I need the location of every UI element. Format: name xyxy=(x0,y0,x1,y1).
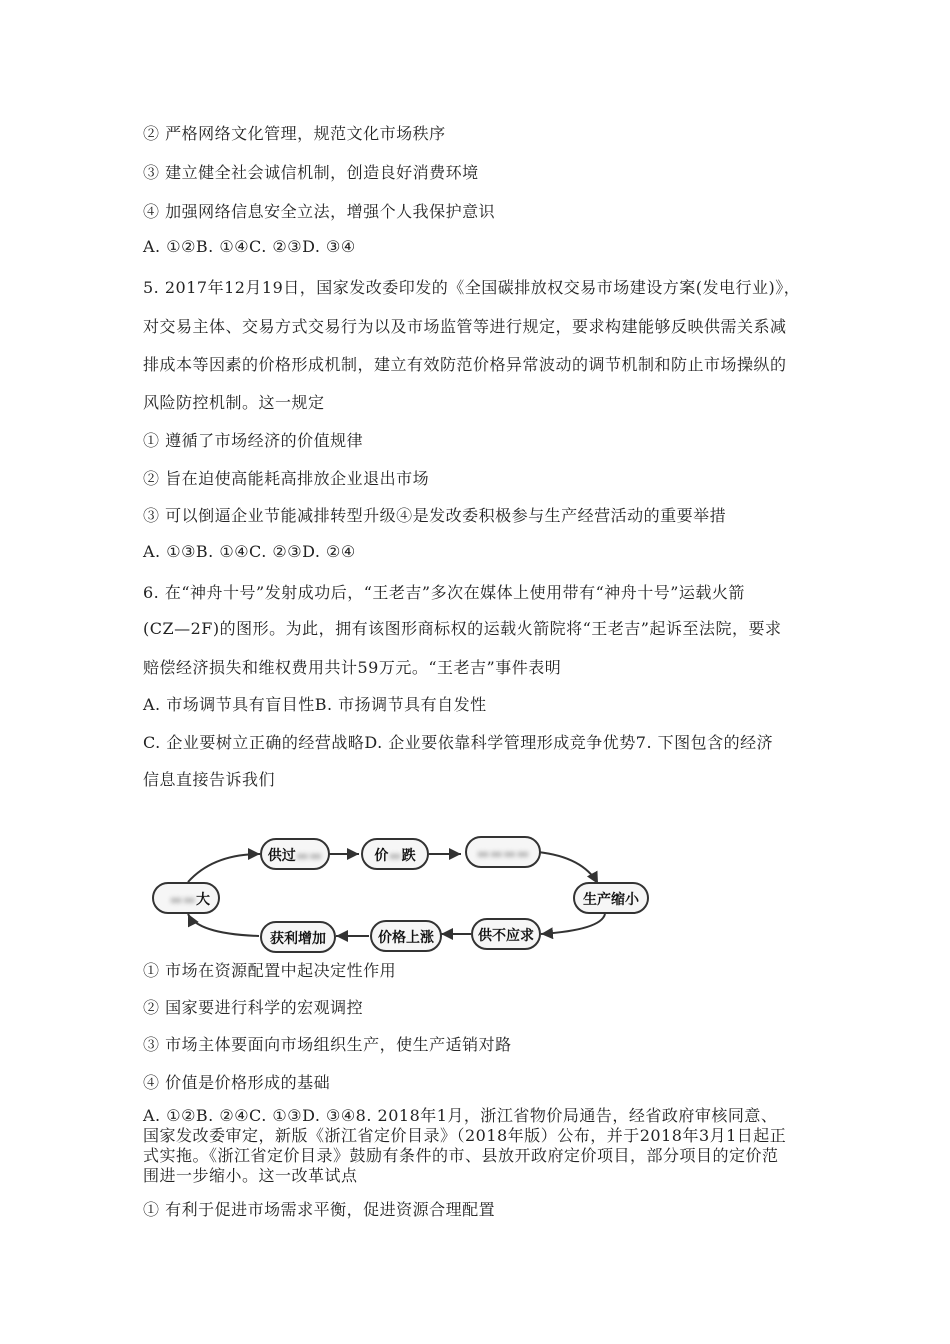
answer-choices: A. ①③B. ①④C. ②③D. ②④ xyxy=(143,542,356,561)
option-3: ③ 市场主体要面向市场组织生产，使生产适销对路 xyxy=(143,1035,512,1054)
question-8-stem: 围进一步缩小。这一改革试点 xyxy=(143,1166,358,1185)
node-production-shrink: 生产缩小 xyxy=(573,882,649,914)
option-3: ③ 可以倒逼企业节能减排转型升级④是发改委积极参与生产经营活动的重要举措 xyxy=(143,506,727,525)
question-6-stem: 赔偿经济损失和维权费用共计59万元。“王老吉”事件表明 xyxy=(143,658,562,677)
node-demand-exceeds-supply: 供不应求 xyxy=(471,918,541,950)
answer-choices: A. ①②B. ①④C. ②③D. ③④ xyxy=(143,237,356,256)
node-blurred: ▬▬▬▬ xyxy=(465,836,541,868)
option-4: ④ 价值是价格形成的基础 xyxy=(143,1073,331,1092)
answer-choices: C. 企业要树立正确的经营战略D. 企业要依靠科学管理形成竞争优势7. 下图包含的经济 xyxy=(143,733,774,752)
option-2: ② 旨在迫使高能耗高排放企业退出市场 xyxy=(143,469,430,488)
node-expand: ▬▬大 xyxy=(152,882,220,914)
question-8-stem: 式实拖。《浙江省定价目录》鼓励有条件的市、县放开政府定价项目，部分项目的定价范 xyxy=(143,1146,779,1165)
node-oversupply: 供过▬▬ xyxy=(260,838,330,870)
question-8-stem: 国家发改委审定，新版《浙江省定价目录》（2018年版）公布，并于2018年3月1日起正 xyxy=(143,1126,787,1145)
question-5-stem: 排成本等因素的价格形成机制，建立有效防范价格异常波动的调节机制和防止市场操纵的 xyxy=(143,355,787,374)
question-5-stem: 对交易主体、交易方式交易行为以及市场监管等进行规定，要求构建能够反映供需关系减 xyxy=(143,317,787,336)
question-6-stem: 6. 在“神舟十号”发射成功后，“王老吉”多次在媒体上使用带有“神舟十号”运载火箭 xyxy=(143,583,745,602)
question-7-stem: 信息直接告诉我们 xyxy=(143,770,276,789)
node-price-drop: 价▬跌 xyxy=(361,838,429,870)
node-profit-increase: 获利增加 xyxy=(260,921,336,953)
answer-choices: A. 市场调节具有盲目性B. 市扬调节具有自发性 xyxy=(143,695,487,714)
option-2: ② 严格网络文化管理，规范文化市场秩序 xyxy=(143,124,446,143)
question-5-stem: 5. 2017年12月19日，国家发改委印发的《全国碳排放权交易市场建设方案(发电行业)》， xyxy=(143,278,801,297)
option-4: ④ 加强网络信息安全立法，增强个人我保护意识 xyxy=(143,202,496,221)
market-cycle-diagram xyxy=(143,832,653,957)
option-1: ① 市场在资源配置中起决定性作用 xyxy=(143,961,397,980)
question-8-stem: A. ①②B. ②④C. ①③D. ③④8. 2018年1月，浙江省物价局通告，经省政府审核同意、 xyxy=(143,1106,778,1125)
node-price-rise: 价格上涨 xyxy=(370,920,442,952)
option-1: ① 有利于促进市场需求平衡，促进资源合理配置 xyxy=(143,1200,496,1219)
question-6-stem: (CZ—2F)的图形。为此，拥有该图形商标权的运载火箭院将“王老吉”起诉至法院，要求 xyxy=(143,619,782,638)
question-5-stem: 风险防控机制。这一规定 xyxy=(143,393,325,412)
option-2: ② 国家要进行科学的宏观调控 xyxy=(143,998,364,1017)
option-1: ① 遵循了市场经济的价值规律 xyxy=(143,431,364,450)
option-3: ③ 建立健全社会诚信机制，创造良好消费环境 xyxy=(143,163,479,182)
